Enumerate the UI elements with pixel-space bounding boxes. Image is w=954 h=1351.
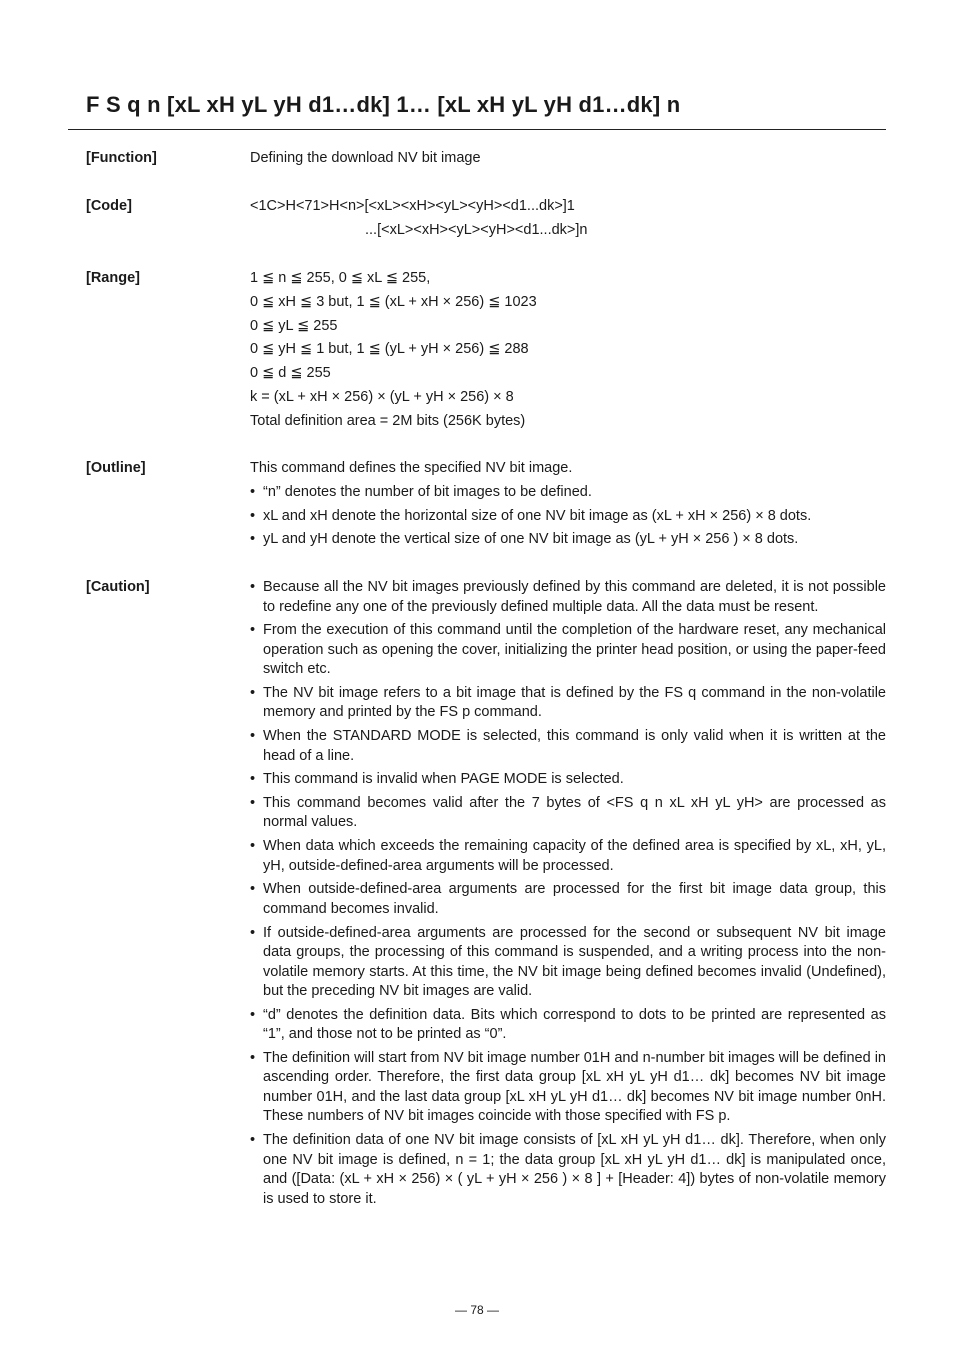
page-number: — 78 — — [454, 1303, 499, 1317]
outline-section — [250, 457, 886, 552]
function-section — [250, 147, 886, 171]
range-line: 1 ≦ n ≦ 255, 0 ≦ xL ≦ 255, — [250, 270, 431, 286]
bullet-icon: • — [250, 924, 256, 941]
bullet-icon: • — [250, 579, 256, 595]
caution-label: [Caution] — [86, 579, 150, 595]
caution-bullet-text: This command is invalid when PAGE MODE is selected. — [263, 771, 624, 788]
list-item — [250, 1006, 886, 1045]
list-item — [250, 880, 886, 919]
bullet-icon: • — [250, 531, 256, 548]
bullet-icon: • — [250, 881, 256, 898]
list-item — [250, 528, 886, 552]
caution-bullet-text: This command becomes valid after the 7 bytes of <FS q n xL xH yL yH> are processed as normal values. — [263, 794, 886, 831]
caution-bullet-text: Because all the NV bit images previously defined by this command are deleted, it is not possible to redefine any one of the previously defined multiple data. All the data must be resent. — [263, 579, 886, 615]
bullet-icon: • — [250, 771, 256, 788]
caution-bullet-text: If outside-defined-area arguments are processed for the second or subsequent NV bit image data groups, the processing of this command is suspended, and a writing process into the non-volatile memory starts. At this time, the NV bit image being defined becomes invalid (Undefined), but the preceding NV bit images are valid. — [263, 924, 886, 999]
caution-bullet-text: When the STANDARD MODE is selected, this command is only valid when it is written at the head of a line. — [263, 728, 886, 764]
range-line: 0 ≦ yH ≦ 1 but, 1 ≦ (yL + yH × 256) ≦ 288 — [250, 341, 529, 358]
range-label: [Range] — [86, 270, 140, 286]
range-line: 0 ≦ xH ≦ 3 but, 1 ≦ (xL + xH × 256) ≦ 1023 — [250, 293, 537, 310]
range-line: Total definition area = 2M bits (256K bytes) — [250, 412, 526, 429]
function-text: Defining the download NV bit image — [250, 150, 481, 166]
bullet-icon: • — [250, 728, 256, 745]
range-line: 0 ≦ d ≦ 255 — [250, 365, 331, 382]
range-line: k = (xL + xH × 256) × (yL + yH × 256) × 8 — [250, 388, 514, 405]
page-title: F S q n [xL xH yL yH d1…dk] 1… [xL xH yL yH d1…dk] n — [86, 92, 681, 117]
outline-intro: This command defines the specified NV bit image. — [250, 460, 573, 476]
list-item — [250, 1049, 886, 1127]
bullet-icon: • — [250, 684, 256, 701]
code-line: ...[<xL><xH><yL><yH><d1...dk>]n — [365, 221, 588, 238]
caution-bullet-text: The NV bit image refers to a bit image that is defined by the FS q command in the non-volatile memory and printed by the FS p command. — [263, 684, 886, 721]
list-item — [250, 924, 886, 1002]
caution-section — [250, 578, 886, 1213]
outline-bullet-text: xL and xH denote the horizontal size of one NV bit image as (xL + xH × 256) × 8 dots. — [263, 507, 812, 524]
caution-bullet-text: When data which exceeds the remaining capacity of the defined area is specified by xL, xH, yL, yH, outside-defined-area arguments will be processed. — [263, 838, 886, 874]
caution-bullet-text: The definition will start from NV bit image number 01H and n-number bit images will be defined in ascending order. Therefore, the first data group [xL xH yL yH d1… dk] becomes NV bit image number 01H, and the last data group [xL xH yL yH d1… dk] becomes NV bit image number 0nH. These numbers of NV bit images coincide with those specified with FS p. — [263, 1049, 886, 1125]
bullet-icon: • — [250, 483, 256, 500]
list-item — [250, 794, 886, 833]
list-item — [250, 505, 886, 529]
bullet-icon: • — [250, 1132, 256, 1149]
caution-bullet-text: The definition data of one NV bit image consists of [xL xH yL yH d1… dk]. Therefore, when only one NV bit image is defined, n = 1; the data group [xL xH yL yH d1… dk] is manipulated once, and ([Data: (xL + xH × 256) × ( yL + yH × 256 ) × 8 ] + [Header: 4]) bytes of non-volatile memory is used to store it. — [263, 1132, 886, 1207]
range-line: 0 ≦ yL ≦ 255 — [250, 317, 338, 334]
title-divider — [68, 129, 886, 130]
list-item — [250, 578, 886, 617]
code-section — [250, 195, 886, 243]
list-item — [250, 727, 886, 766]
outline-bullet-text: yL and yH denote the vertical size of one NV bit image as (yL + yH × 256 ) × 8 dots. — [263, 531, 799, 548]
outline-bullet-list — [250, 481, 886, 552]
range-section — [250, 267, 886, 434]
list-item — [250, 481, 886, 505]
list-item — [250, 1131, 886, 1209]
bullet-icon: • — [250, 1049, 256, 1066]
bullet-icon: • — [250, 507, 256, 524]
list-item — [250, 770, 886, 790]
list-item — [250, 837, 886, 876]
outline-label: [Outline] — [86, 460, 146, 476]
code-label: [Code] — [86, 198, 132, 214]
bullet-icon: • — [250, 622, 256, 639]
bullet-icon: • — [250, 794, 256, 811]
caution-bullet-text: “d” denotes the definition data. Bits which correspond to dots to be printed are represented as “1”, and those not to be printed as “0”. — [263, 1006, 886, 1043]
list-item — [250, 621, 886, 680]
bullet-icon: • — [250, 1006, 256, 1023]
list-item — [250, 684, 886, 723]
function-label: [Function] — [86, 150, 157, 166]
code-line: <1C>H<71>H<n>[<xL><xH><yL><yH><d1...dk>]1 — [250, 198, 575, 214]
bullet-icon: • — [250, 838, 256, 855]
caution-bullet-list — [250, 578, 886, 1209]
outline-bullet-text: “n” denotes the number of bit images to be defined. — [263, 483, 592, 500]
caution-bullet-text: From the execution of this command until the completion of the hardware reset, any mechanical operation such as opening the cover, initializing the printer head position, or using the paper-feed switch etc. — [263, 622, 886, 678]
caution-bullet-text: When outside-defined-area arguments are processed for the first bit image data group, this command becomes invalid. — [263, 881, 886, 917]
